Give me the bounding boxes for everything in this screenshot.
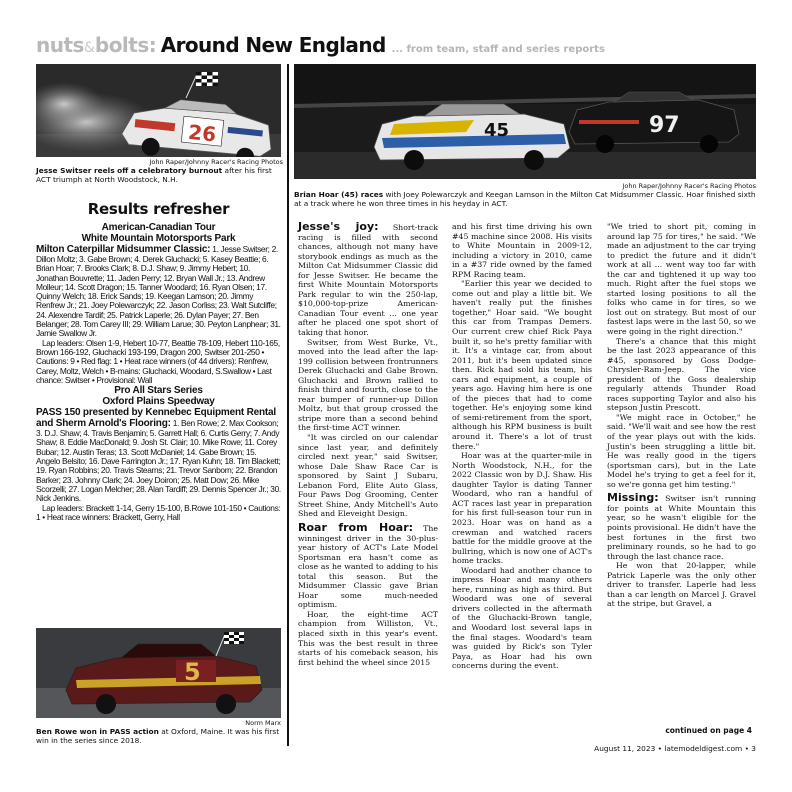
photo-hoar-racing bbox=[294, 64, 756, 179]
caption-switser-bold: Jesse Switser reels off a celebratory burnout bbox=[36, 166, 223, 175]
jesses-joy-paragraph bbox=[298, 222, 438, 338]
caption-rowe bbox=[36, 727, 281, 745]
caption-hoar-bold: Brian Hoar (45) races bbox=[294, 190, 384, 199]
lead-roar-from-hoar: Roar from Hoar: bbox=[298, 520, 414, 534]
pass-results-text: 1. Ben Rowe; 2. Max Cookson; 3. D.J. Shaw; 4. Travis Benjamin; 5. Garrett Hall; 6. Curtis Gerry; 7. Andy Shaw; 8. Eddie MacDonald; 9. Josh St. Clair; 10. Mike Rowe; 11. Corey Bubar; 12. Austin Teras; 13. Scott McDaniel; 14. Gabe Brown; 15. Angelo Belsito; 16. Dave Farrington Jr.; 17. Ryan Kuhn; 18. Tim Blackett; 19. Ryan Robbins; 20. Travis Stearns; 21. Trevor Sanborn; 22. Brandon Barker; 23. Johnny Clark; 24. Joey Doiron; 25. Matt Dow; 26. Mike Scorzelli; 27. Logan Melcher; 28. Alan Tardiff; 29. Dennis Spencer Jr.; 30. Nick Jenkins. bbox=[36, 418, 281, 504]
results-block bbox=[36, 222, 281, 522]
pass-race-label: PASS 150 presented by Kennebec Equipment Rental and Sherm Arnold's Flooring: bbox=[36, 407, 276, 430]
masthead-colon: : bbox=[148, 33, 157, 57]
paragraph: There's a chance that this might be the last 2023 appearance of this #45, sponsored by Goss Dodge-Chrysler-Ram-Jeep. The vice president of the Goss dealership regularly attends Thunder Road races supporting Taylor and also his stepson Justin Prescott. bbox=[607, 336, 756, 413]
paragraph: "We tried to short pit, coming in around lap 75 for tires," he said. "We made an adjustment to the car trying to predict the future and it didn't work at all ... went way too far with the car and tightened it up way too much. Right after the fuel stops we started losing positions to all the folks who came in for tires, so we lost out on strategy. But most of our fastest laps were in the last 50, so we were going in the right direction." bbox=[607, 222, 756, 337]
paragraph: "We might race in October," he said. "We'll wait and see how the rest of the year plays out with the kids. Justin's been struggling a little bit. He was really good in the tigers (sportsman cars), but in the Late Model he's trying to get a feel for it, so we're gonna get him testing." bbox=[607, 412, 756, 489]
missing-paragraph bbox=[607, 493, 756, 561]
pass-series-heading: Pro All Stars Series Oxford Plains Speedway bbox=[102, 385, 215, 408]
act-race-label: Milton Caterpillar Midsummer Classic: bbox=[36, 244, 211, 255]
photo-credit-rowe: Norm Marx bbox=[245, 719, 281, 727]
column-divider bbox=[287, 64, 289, 746]
article-column-3 bbox=[607, 222, 756, 609]
paragraph: Woodard had another chance to impress Hoar and many others here, running as high as third. But Woodard was one of several drivers collected in the aftermath of the Gluchacki-Brown tangle, and Woodard lost several laps in the final stages. Woodard's team was guided by Rick's son Tyler Paya, as Hoar had his own concerns during the event. bbox=[452, 565, 592, 671]
caption-hoar bbox=[294, 190, 756, 208]
act-series-heading: American-Canadian Tour White Mountain Motorsports Park bbox=[81, 222, 236, 244]
paragraph: Switser, from West Burke, Vt., moved into the lead after the lap-199 collision between frontrunners Derek Gluchacki and Gabe Brown. Gluchacki and Brown rallied to finish third and fourth, close to the rear bumper of runner-up Dillon Moltz, but that group crossed the stripe more than a second behind the first-time ACT winner. bbox=[298, 337, 438, 433]
paragraph-text: Short-track racing is filled with second chances, although not many have storybook endings as much as the Milton Cat Midsummer Classic did for Jesse Switser. He became the first White Mountain Motorsports Park regular to win the 250-lap, $10,000-top-prize American-Canadian Tour event ... one year after he placed one spot short of taking that honor. bbox=[298, 223, 438, 338]
paragraph: "It was circled on our calendar since last year, and definitely circled next year," said Switser, whose Dale Shaw Race Car is sponsored by Saint J Subaru, Lebanon Ford, Elite Auto Glass, Four Paws Dog Grooming, Center Street Shine, Andy Mitchell's Auto Shed and Eleveight Design. bbox=[298, 433, 438, 519]
paragraph: and his first time driving his own #45 machine since 2008. His visits to White Mountain in 2009-12, including a victory in 2010, came in a #37 ride owned by the famed RPM Racing team. bbox=[452, 222, 592, 279]
paragraph: Hoar was at the quarter-mile in North Woodstock, N.H., for the 2022 Classic won by D.J. Shaw. His daughter Taylor is dating Tanner Woodard, who ran a handful of ACT races last year in preparation for his first full-season tour run in 2023. Hoar was on hand as a crewman and watched racers battle for the middle groove at the bullring, which is now one of ACT's home tracks. bbox=[452, 451, 592, 566]
caption-switser bbox=[36, 166, 281, 184]
car-number-26: 26 bbox=[187, 119, 218, 147]
paragraph: "Earlier this year we decided to come out and play a little bit. We haven't really put the finishes together," Hoar said. "We bought this car from Trampas Demers. Our current crew chief Rick Paya built it, so he's pretty familiar with it. It's a vintage car, from about 2011, but it's been updated since then. Rick had sold his team, his cars and equipment, a couple of years ago. Having him here is one of the pieces that had to come together. He's enjoying some kind of semi-retirement from the sport, although his RPM business is built around it. There's a lot of trust there." bbox=[452, 279, 592, 451]
caption-rowe-text: at Oxford, Maine. It was his first win in the series since 2018. bbox=[36, 727, 280, 746]
act-lap-leaders: Lap leaders: Olsen 1-9, Hebert 10-77, Beattie 78-109, Hebert 110-165, Brown 166-192, Gluchacki 193-199, Dragon 200, Switser 201-250 • Cautions: 9 • Red flag: 1 • Heat race winners (of 44 drivers): Renfrew, Carey, Moltz, Welch • B-mains: Gluchacki, Woodard, S.Swallow • Last chance: Switser • Provisional: Wall bbox=[36, 337, 280, 385]
caption-hoar-text: with Joey Polewarczyk and Keegan Lamson in the Milton Cat Midsummer Classic. Hoar finished sixth at a track where he won three times in his heyday in ACT. bbox=[294, 190, 756, 209]
paragraph-text: The winningest driver in the 30-plus-year history of ACT's Late Model Sportsman era hasn't come as close as he wanted to adding to his total this season. But the Midsummer Classic gave Brian Hoar some much-needed optimism. bbox=[298, 523, 438, 610]
masthead-brand-2: bolts bbox=[94, 33, 149, 57]
act-results bbox=[36, 244, 281, 339]
lead-missing: Missing: bbox=[607, 491, 659, 505]
paragraph-text: Switser isn't running for points at White Mountain this year, so he wasn't eligible for the points provisional. He didn't have the best fortunes in the first two preliminary rounds, so he had to go through the last chance race. bbox=[607, 494, 756, 561]
caption-switser-text: after his first ACT triumph at North Woodstock, N.H. bbox=[36, 166, 272, 185]
car-number-97: 97 bbox=[649, 113, 680, 138]
car-number-45: 45 bbox=[484, 120, 510, 141]
caption-rowe-bold: Ben Rowe won in PASS action bbox=[36, 727, 159, 736]
photo-credit-hoar: John Raper/Johnny Racer's Racing Photos bbox=[622, 182, 756, 190]
page-footer: August 11, 2023 • latemodeldigest.com • 3 bbox=[594, 744, 756, 753]
masthead bbox=[36, 33, 756, 61]
article-column-1 bbox=[298, 222, 438, 667]
page-subtitle: ... from team, staff and series reports bbox=[391, 44, 605, 55]
photo-credit-switser: John Raper/Johnny Racer's Racing Photos bbox=[149, 158, 283, 166]
pass-lap-leaders: Lap leaders: Brackett 1-14, Gerry 15-100, B.Rowe 101-150 • Cautions: 1 • Heat race winners: Brackett, Gerry, Hall bbox=[36, 502, 281, 522]
masthead-ampersand: & bbox=[83, 40, 95, 56]
car-number-5: 5 bbox=[184, 658, 201, 686]
roar-from-hoar-paragraph bbox=[298, 520, 438, 610]
masthead-brand: nuts bbox=[36, 33, 84, 57]
continued-link[interactable]: continued on page 4 bbox=[665, 726, 752, 735]
pass-results bbox=[36, 407, 281, 503]
act-results-text: 1. Jesse Switser; 2. Dillon Moltz; 3. Gabe Brown; 4. Derek Gluchacki; 5. Kasey Beattie; 6. Brian Hoar; 7. Brooks Clark; 8. D.J. Shaw; 9. Jimmy Hebert; 10. Jonathan Bouvrette; 11. Jaden Perry; 12. Bryan Wall Jr.; 13. Andrew Molleur; 14. Scott Dragon; 15. Tanner Woodard; 16. Ryan Olsen; 17. Quinny Welch; 18. Erick Sands; 19. Keegan Lamson; 20. Jimmy Renfrew Jr.; 21. Joey Polewarczyk; 22. Jason Corliss; 23. Walt Sutcliffe; 24. Alexendre Tardif; 25. Patrick Laperle; 26. Dylan Payer; 27. Ben Belanger; 28. Tom Carey III; 29. William Larue; 30. Peyton Lanphear; 31. Jamie Swallow Jr. bbox=[36, 244, 281, 339]
photo-rowe-pass bbox=[36, 628, 281, 718]
lead-jesses-joy: Jesse's joy: bbox=[298, 220, 379, 233]
results-title: Results refresher bbox=[87, 200, 230, 218]
article-column-2 bbox=[452, 222, 592, 671]
page-title: Around New England bbox=[160, 33, 386, 57]
paragraph: He won that 20-lapper, while Patrick Laperle was the only other driver to transfer. Laperle had less than a car length on Marcel J. Gravel at the stripe, but Gravel, a bbox=[607, 561, 756, 609]
photo-switser-burnout bbox=[36, 64, 281, 157]
paragraph: Hoar, the eight-time ACT champion from Williston, Vt., placed sixth in this year's event. This was the best result in three starts of his comeback season, his first behind the wheel since 2015 bbox=[298, 609, 438, 667]
